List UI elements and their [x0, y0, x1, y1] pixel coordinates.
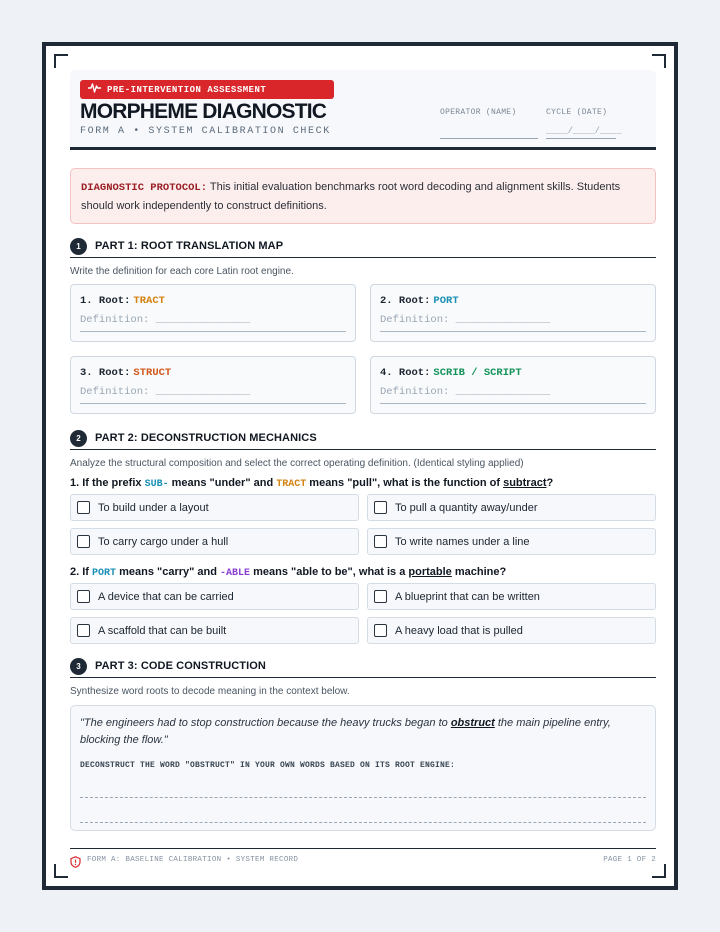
root-card	[70, 284, 356, 342]
part2-header	[70, 430, 656, 450]
part1-header	[70, 238, 656, 258]
root-name: STRUCT	[133, 367, 172, 379]
cycle-label: CYCLE (DATE)	[546, 108, 608, 117]
protocol-label: DIAGNOSTIC PROTOCOL:	[81, 182, 208, 194]
worksheet-sheet	[42, 42, 678, 890]
target-word: subtract	[503, 477, 547, 489]
answer-option[interactable]: To build under a layout	[70, 494, 359, 521]
corner-mark-top-right	[652, 54, 666, 68]
answer-line[interactable]	[80, 822, 646, 823]
part3-instructions: Synthesize word roots to decode meaning in the context below.	[70, 686, 350, 697]
checkbox[interactable]	[77, 501, 90, 514]
question-2: 2. If PORT means "carry" and -ABLE means "able to be", what is a portable machine?	[70, 566, 507, 579]
checkbox[interactable]	[77, 624, 90, 637]
task-prompt: DECONSTRUCT THE WORD "OBSTRUCT" IN YOUR OWN WORDS BASED ON ITS ROOT ENGINE:	[80, 761, 456, 770]
operator-label: OPERATOR (NAME)	[440, 108, 517, 117]
footer-text: FORM A: BASELINE CALIBRATION • SYSTEM RECORD	[87, 856, 299, 864]
operator-name-field[interactable]	[440, 126, 538, 139]
assessment-badge-label: PRE-INTERVENTION ASSESSMENT	[107, 84, 267, 95]
suffix-able: -ABLE	[220, 568, 251, 579]
page-footer	[70, 848, 656, 868]
part1-instructions: Write the definition for each core Latin root engine.	[70, 266, 294, 277]
root-label: 1. Root: TRACT	[80, 295, 165, 307]
definition-field[interactable]: Definition: _______________	[380, 386, 646, 404]
page-subtitle: FORM A • SYSTEM CALIBRATION CHECK	[80, 126, 331, 137]
protocol-text: This initial evaluation benchmarks root word decoding and alignment skills. Students should work independently to construct definitions.	[81, 181, 621, 212]
assessment-badge	[80, 80, 334, 99]
construction-box	[70, 705, 656, 831]
question-1: 1. If the prefix SUB- means "under" and TRACT means "pull", what is the function of subtract?	[70, 477, 554, 490]
answer-option[interactable]: To pull a quantity away/under	[367, 494, 656, 521]
checkbox[interactable]	[77, 535, 90, 548]
page-title: MORPHEME DIAGNOSTIC	[80, 100, 327, 123]
protocol-note	[70, 168, 656, 224]
checkbox[interactable]	[77, 590, 90, 603]
part1-title: PART 1: ROOT TRANSLATION MAP	[95, 240, 284, 252]
root-name: SCRIB / SCRIPT	[433, 367, 522, 379]
root-tract: TRACT	[276, 479, 307, 490]
corner-mark-top-left	[54, 54, 68, 68]
part2-instructions: Analyze the structural composition and select the correct operating definition. (Identical styling applied)	[70, 458, 524, 469]
page-number: PAGE 1 OF 2	[603, 856, 656, 864]
definition-field[interactable]: Definition: _______________	[380, 314, 646, 332]
root-port: PORT	[92, 568, 117, 579]
target-word: portable	[408, 566, 452, 578]
part3-header	[70, 658, 656, 678]
checkbox[interactable]	[374, 590, 387, 603]
worksheet-header	[70, 70, 656, 150]
target-word: obstruct	[450, 717, 495, 729]
answer-option[interactable]: A blueprint that can be written	[367, 583, 656, 610]
answer-option[interactable]: To write names under a line	[367, 528, 656, 555]
prefix-sub: SUB-	[144, 479, 169, 490]
part2-title: PART 2: DECONSTRUCTION MECHANICS	[95, 432, 317, 444]
checkbox[interactable]	[374, 535, 387, 548]
answer-line[interactable]	[80, 797, 646, 798]
part3-number: 3	[70, 658, 87, 675]
root-card	[370, 284, 656, 342]
part3-title: PART 3: CODE CONSTRUCTION	[95, 660, 266, 672]
definition-field[interactable]: Definition: _______________	[80, 314, 346, 332]
checkbox[interactable]	[374, 501, 387, 514]
answer-option[interactable]: A scaffold that can be built	[70, 617, 359, 644]
definition-field[interactable]: Definition: _______________	[80, 386, 346, 404]
part1-number: 1	[70, 238, 87, 255]
root-label: 4. Root: SCRIB / SCRIPT	[380, 367, 522, 379]
root-name: PORT	[433, 295, 459, 307]
root-card	[370, 356, 656, 414]
answer-option[interactable]: A heavy load that is pulled	[367, 617, 656, 644]
part2-number: 2	[70, 430, 87, 447]
checkbox[interactable]	[374, 624, 387, 637]
corner-mark-bottom-left	[54, 864, 68, 878]
root-name: TRACT	[133, 295, 165, 307]
answer-option[interactable]: To carry cargo under a hull	[70, 528, 359, 555]
root-label: 3. Root: STRUCT	[80, 367, 172, 379]
context-quote: "The engineers had to stop construction because the heavy trucks began to obstruct the main pipeline entry, blocking the flow."	[80, 717, 611, 746]
root-card	[70, 356, 356, 414]
shield-alert-icon	[70, 855, 81, 873]
answer-option[interactable]: A device that can be carried	[70, 583, 359, 610]
pulse-icon	[88, 83, 101, 96]
root-label: 2. Root: PORT	[380, 295, 459, 307]
cycle-date-field[interactable]: ____/____/____	[546, 126, 616, 139]
